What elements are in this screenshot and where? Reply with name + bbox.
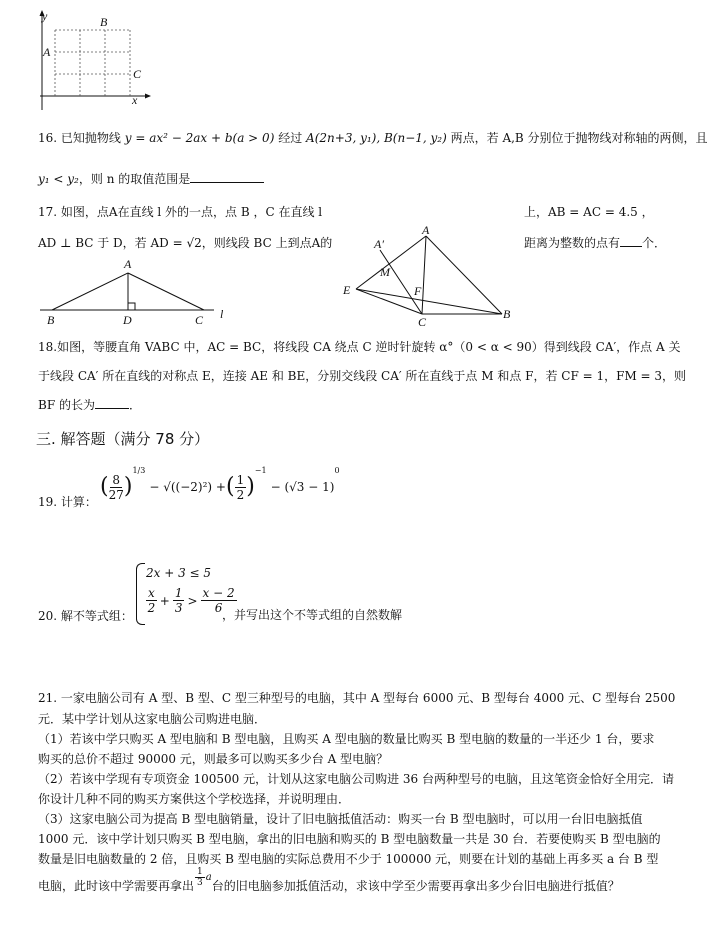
q17-left-figure	[38, 256, 238, 328]
answer-blank	[95, 397, 129, 409]
fig-right-M: M	[380, 265, 390, 279]
fig-left-C: C	[195, 313, 204, 327]
x-axis-label: x	[132, 93, 138, 107]
fig-left-A: A	[124, 257, 132, 271]
q17-line2b: 距离为整数的点有 个．	[524, 236, 667, 250]
q21-line8: 1000 元．该中学计划只购买 B 型电脑，拿出的旧电脑和购买的 B 型电脑数量一共是 30 台．若要使购买 B 型电脑的	[38, 832, 661, 846]
q20-brace	[136, 563, 145, 625]
q19-label: 19. 计算：	[38, 495, 97, 509]
q21-line3: （1）若该中学只购买 A 型电脑和 B 型电脑，且购买 A 型电脑的数量比购买 B 型电脑的数量的一半还少 1 台，要求	[38, 732, 655, 746]
q19-expression: ( $\frac{8}{27}$ ) $^{1/3}$ − √((−2)²) + ( $\frac{1}{2}$ ) $^{-1}$ − (√3 − 1) 0	[100, 466, 340, 502]
q20-label: 20. 解不等式组：	[38, 609, 133, 623]
answer-blank	[190, 171, 264, 183]
q17-line1a: 17. 如图，点A在直线 l 外的一点，点 B ，C 在直线 l	[38, 205, 323, 219]
q21-line4: 购买的总价不超过 90000 元，则最多可以购买多少台 A 型电脑？	[38, 752, 389, 766]
grid-figure	[30, 6, 160, 116]
q21-line1: 21. 一家电脑公司有 A 型、B 型、C 型三种型号的电脑，其中 A 型每台 6000 元、B 型每台 4000 元、C 型每台 2500	[38, 691, 676, 705]
q17-line1b: 上，AB = AC = 4.5 ，	[524, 205, 654, 219]
fig-right-C: C	[418, 315, 427, 329]
y-axis-label: y	[42, 9, 48, 23]
q17-line2a: AD ⊥ BC 于 D，若 AD = √2，则线段 BC 上到点A的	[38, 236, 333, 250]
point-C-label: C	[133, 67, 142, 81]
q21-line7: （3）这家电脑公司为提高 B 型电脑销量，设计了旧电脑抵值活动：购买一台 B 型电脑时，可以用一台旧电脑抵值	[38, 812, 643, 826]
answer-blank	[620, 235, 642, 247]
fig-left-l: l	[220, 307, 224, 321]
q17-right-figure	[340, 222, 530, 330]
fig-right-B: B	[503, 307, 511, 321]
q21-line6: 你设计几种不同的购买方案供这个学校选择，并说明理由．	[38, 792, 351, 806]
q21-line5: （2）若该中学现有专项资金 100500 元，计划从这家电脑公司购进 36 台两种型号的电脑，且这笔资金恰好全用完．请	[38, 772, 674, 786]
fig-right-F: F	[414, 284, 422, 298]
q20-tail: ，并写出这个不等式组的自然数解	[222, 608, 403, 622]
q18-line3: BF 的长为 ．	[38, 398, 141, 412]
fig-left-B: B	[47, 313, 55, 327]
q16-line2: y₁ < y₂，则 n 的取值范围是	[38, 171, 264, 187]
fig-right-A-prime: A′	[374, 237, 384, 251]
section-heading: 三. 解答题（满分 78 分）	[36, 430, 210, 448]
q18-line1: 18.如图，等腰直角 VABC 中，AC = BC，将线段 CA 绕点 C 逆时针旋转 α°（0 < α < 90）得到线段 CA′，作点 A 关	[38, 340, 681, 354]
point-B-label: B	[100, 15, 108, 29]
q21-line9: 数量是旧电脑数量的 2 倍，且购买 B 型电脑的实际总费用不少于 100000 元，则要在计划的基础上再多买 a 台 B 型	[38, 852, 659, 866]
point-A-label: A	[43, 45, 51, 59]
q18-line2: 于线段 CA′ 所在直线的对称点 E，连接 AE 和 BE，分别交线段 CA′ 所在直线于点 M 和点 F，若 CF = 1，FM = 3，则	[38, 369, 687, 383]
fig-right-A: A	[422, 223, 430, 237]
fig-left-D: D	[123, 313, 132, 327]
q16-line1: 16. 已知抛物线 y = ax² − 2ax + b(a > 0) 经过 A(2n+3, y₁), B(n−1, y₂) 两点，若 A,B 分别位于抛物线对称轴的两侧，且	[38, 131, 708, 145]
fig-right-E: E	[343, 283, 351, 297]
q20-inequality-2: $\frac{x}{2}$ + $\frac{1}{3}$ > $\frac{x - 2}{6}$	[147, 586, 235, 615]
q21-line10: 电脑，此时该中学需要再拿出 $\frac{1}{3}$ a 台的旧电脑参加抵值活动，求该中学至少需要再拿出多少台旧电脑进行抵值？	[38, 867, 620, 893]
q20-inequality-1: 2x + 3 ≤ 5	[146, 566, 212, 580]
q21-line2: 元．某中学计划从这家电脑公司购进电脑．	[38, 712, 267, 726]
